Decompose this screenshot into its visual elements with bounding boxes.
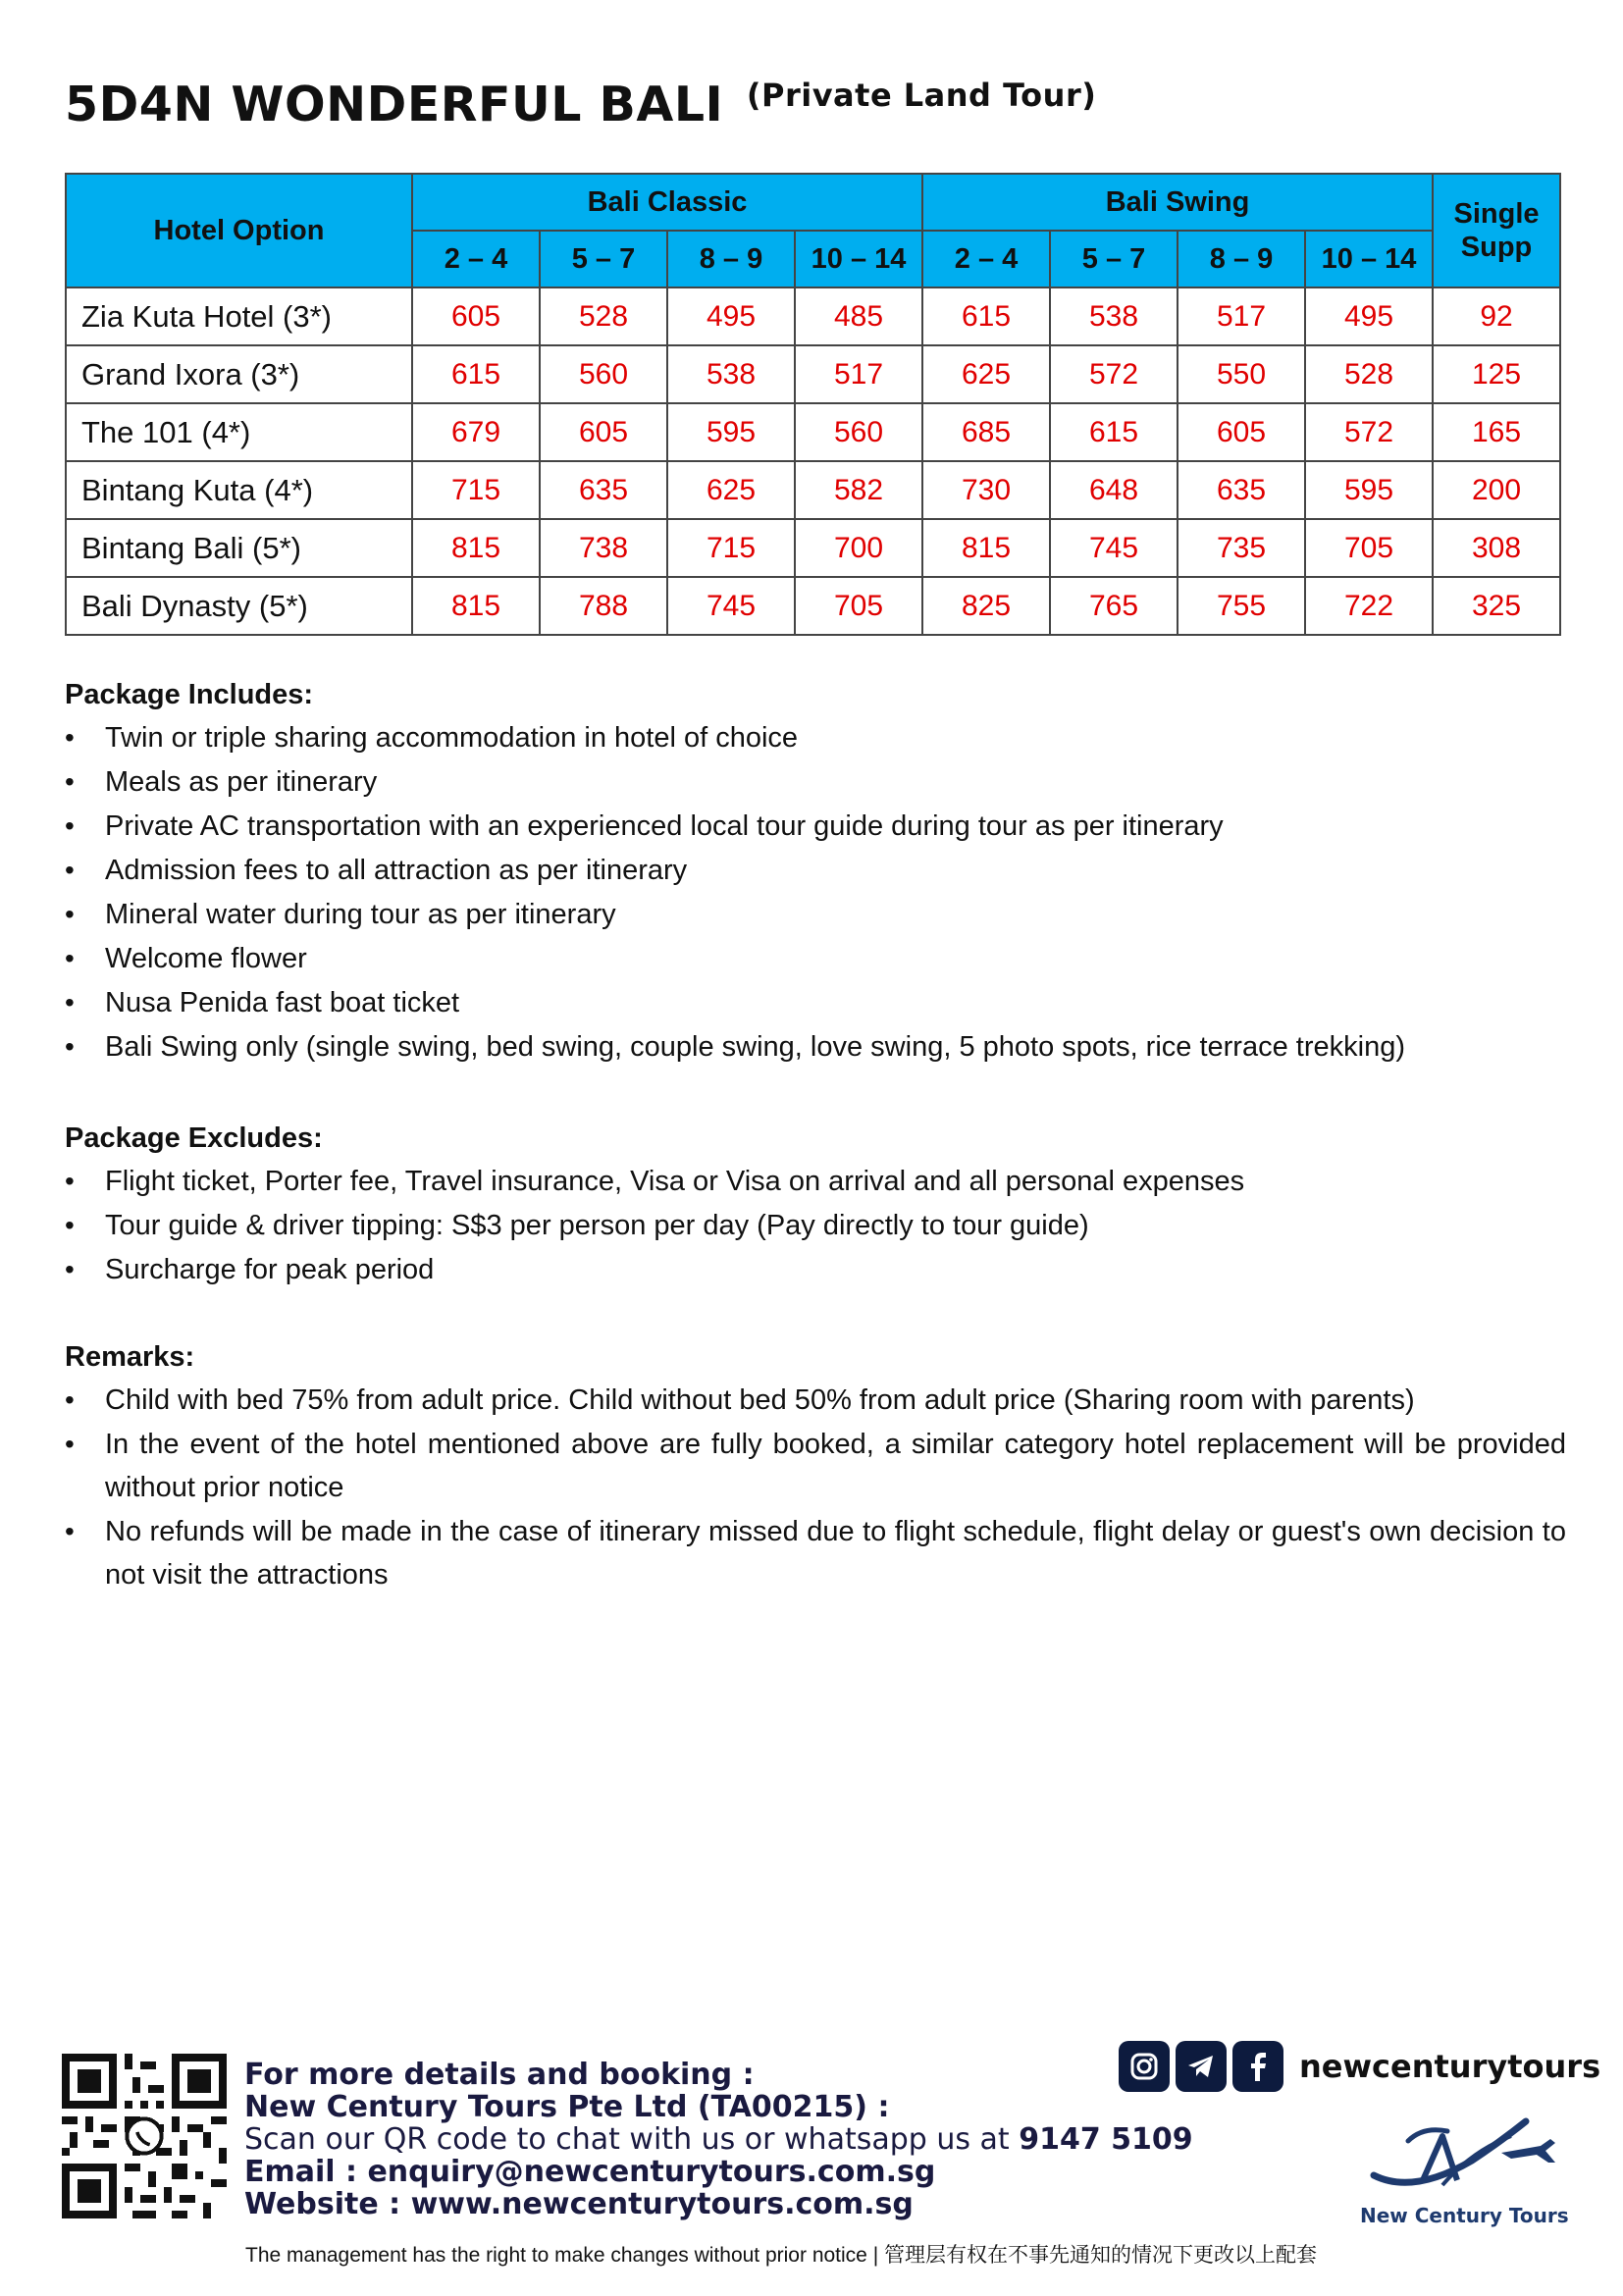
qr-code[interactable]	[62, 2054, 227, 2218]
price-cell: 815	[412, 577, 540, 635]
price-cell: 495	[1305, 287, 1433, 345]
pax-header: 5 – 7	[540, 231, 667, 287]
single-supp-cell: 165	[1433, 403, 1560, 461]
pax-header: 2 – 4	[412, 231, 540, 287]
list-item: • Nusa Penida fast boat ticket	[65, 981, 1566, 1024]
instagram-icon[interactable]	[1119, 2041, 1170, 2092]
pax-header: 8 – 9	[667, 231, 795, 287]
price-cell: 685	[922, 403, 1050, 461]
price-cell: 528	[1305, 345, 1433, 403]
single-supp-label: Single Supp	[1453, 198, 1540, 263]
contact-line-5	[244, 2188, 1193, 2220]
includes-heading: Package Includes:	[65, 679, 314, 710]
excludes-heading: Package Excludes:	[65, 1122, 323, 1154]
price-cell: 560	[540, 345, 667, 403]
price-cell: 582	[795, 461, 922, 519]
table-row	[66, 287, 1560, 345]
price-cell: 595	[1305, 461, 1433, 519]
list-item: • Admission fees to all attraction as per itinerary	[65, 849, 1566, 892]
bali-swing-header: Bali Swing	[922, 174, 1433, 231]
price-cell: 755	[1178, 577, 1305, 635]
price-cell: 722	[1305, 577, 1433, 635]
price-cell: 745	[667, 577, 795, 635]
price-cell: 625	[922, 345, 1050, 403]
brand-handle[interactable]: newcenturytours	[1299, 2048, 1601, 2085]
disclaimer: The management has the right to make changes without prior notice | 管理层有权在不事先通知的情况下更改以上配套	[245, 2244, 1317, 2267]
table-row	[66, 577, 1560, 635]
table-row	[66, 345, 1560, 403]
price-cell: 700	[795, 519, 922, 577]
facebook-icon[interactable]	[1232, 2041, 1283, 2092]
price-cell: 730	[922, 461, 1050, 519]
hotel-name: The 101 (4*)	[66, 403, 412, 461]
hotel-name: Zia Kuta Hotel (3*)	[66, 287, 412, 345]
includes-list	[65, 716, 1566, 1070]
list-item: • Twin or triple sharing accommodation in hotel of choice	[65, 716, 1566, 759]
pax-header: 10 – 14	[795, 231, 922, 287]
pax-header: 5 – 7	[1050, 231, 1178, 287]
price-cell: 648	[1050, 461, 1178, 519]
remarks-list	[65, 1379, 1566, 1597]
price-cell: 705	[1305, 519, 1433, 577]
hotel-option-header: Hotel Option	[66, 174, 412, 287]
price-cell: 495	[667, 287, 795, 345]
price-cell: 715	[667, 519, 795, 577]
price-cell: 595	[667, 403, 795, 461]
contact-line-2: New Century Tours Pte Ltd (TA00215) :	[244, 2090, 890, 2124]
excludes-list	[65, 1160, 1566, 1292]
price-cell: 572	[1050, 345, 1178, 403]
price-cell: 635	[540, 461, 667, 519]
remarks-heading: Remarks:	[65, 1341, 195, 1373]
list-item: • Private AC transportation with an experienced local tour guide during tour as per itinerary	[65, 805, 1566, 848]
single-supp-header	[1433, 174, 1560, 287]
single-supp-cell: 325	[1433, 577, 1560, 635]
price-cell: 560	[795, 403, 922, 461]
telegram-icon[interactable]	[1176, 2041, 1227, 2092]
price-cell: 538	[1050, 287, 1178, 345]
price-cell: 765	[1050, 577, 1178, 635]
contact-block	[244, 2059, 1193, 2220]
list-item: • Child with bed 75% from adult price. Child without bed 50% from adult price (Sharing room with parents)	[65, 1379, 1566, 1422]
list-item: • Flight ticket, Porter fee, Travel insurance, Visa or Visa on arrival and all personal expenses	[65, 1160, 1566, 1203]
footer	[0, 2048, 1623, 2296]
price-cell: 635	[1178, 461, 1305, 519]
single-supp-cell: 92	[1433, 287, 1560, 345]
price-cell: 679	[412, 403, 540, 461]
price-cell: 528	[540, 287, 667, 345]
company-logo	[1354, 2102, 1580, 2219]
pax-header: 2 – 4	[922, 231, 1050, 287]
price-cell: 735	[1178, 519, 1305, 577]
hotel-name: Bali Dynasty (5*)	[66, 577, 412, 635]
price-cell: 605	[1178, 403, 1305, 461]
price-cell: 815	[922, 519, 1050, 577]
bali-classic-header: Bali Classic	[412, 174, 922, 231]
title-subtitle: (Private Land Tour)	[746, 77, 1097, 114]
price-cell: 615	[922, 287, 1050, 345]
list-item: • Welcome flower	[65, 937, 1566, 980]
email-label: Email :	[244, 2155, 368, 2189]
price-cell: 538	[667, 345, 795, 403]
list-item: • Bali Swing only (single swing, bed swing, couple swing, love swing, 5 photo spots, rice terrace trekking)	[65, 1025, 1566, 1069]
price-cell: 745	[1050, 519, 1178, 577]
contact-line-1: For more details and booking :	[244, 2058, 755, 2092]
price-cell: 615	[412, 345, 540, 403]
contact-line-3	[244, 2123, 1193, 2156]
hotel-name: Bintang Bali (5*)	[66, 519, 412, 577]
price-cell: 788	[540, 577, 667, 635]
price-cell: 605	[540, 403, 667, 461]
list-item: • Surcharge for peak period	[65, 1248, 1566, 1291]
price-table	[65, 173, 1561, 636]
price-cell: 517	[1178, 287, 1305, 345]
whatsapp-text: Scan our QR code to chat with us or whatsapp us at	[244, 2122, 1020, 2157]
table-row	[66, 461, 1560, 519]
logo-text: New Century Tours	[1360, 2204, 1569, 2227]
social-bar	[1119, 2039, 1600, 2094]
phone-number[interactable]: 9147 5109	[1019, 2122, 1193, 2157]
title-text: 5D4N WONDERFUL BALI	[65, 77, 724, 132]
contact-line-4	[244, 2156, 1193, 2188]
price-cell: 625	[667, 461, 795, 519]
single-supp-cell: 308	[1433, 519, 1560, 577]
website-label: Website :	[244, 2187, 411, 2221]
single-supp-cell: 125	[1433, 345, 1560, 403]
list-item: • No refunds will be made in the case of itinerary missed due to flight schedule, flight delay or guest's own decision to not visit the attractions	[65, 1510, 1566, 1596]
price-cell: 825	[922, 577, 1050, 635]
price-cell: 705	[795, 577, 922, 635]
pax-header: 10 – 14	[1305, 231, 1433, 287]
price-cell: 738	[540, 519, 667, 577]
table-row	[66, 403, 1560, 461]
price-cell: 815	[412, 519, 540, 577]
list-item: • Tour guide & driver tipping: S$3 per person per day (Pay directly to tour guide)	[65, 1204, 1566, 1247]
list-item: • In the event of the hotel mentioned above are fully booked, a similar category hotel replacement will be provided without prior notice	[65, 1423, 1566, 1509]
page-title	[65, 77, 1096, 132]
price-cell: 517	[795, 345, 922, 403]
hotel-name: Grand Ixora (3*)	[66, 345, 412, 403]
list-item: • Mineral water during tour as per itinerary	[65, 893, 1566, 936]
price-cell: 615	[1050, 403, 1178, 461]
table-row	[66, 519, 1560, 577]
list-item: • Meals as per itinerary	[65, 760, 1566, 804]
price-cell: 572	[1305, 403, 1433, 461]
price-cell: 485	[795, 287, 922, 345]
price-cell: 550	[1178, 345, 1305, 403]
price-cell: 605	[412, 287, 540, 345]
email-link[interactable]: enquiry@newcenturytours.com.sg	[367, 2155, 936, 2189]
price-cell: 715	[412, 461, 540, 519]
website-link[interactable]: www.newcenturytours.com.sg	[410, 2187, 914, 2221]
single-supp-cell: 200	[1433, 461, 1560, 519]
pax-header: 8 – 9	[1178, 231, 1305, 287]
hotel-name: Bintang Kuta (4*)	[66, 461, 412, 519]
